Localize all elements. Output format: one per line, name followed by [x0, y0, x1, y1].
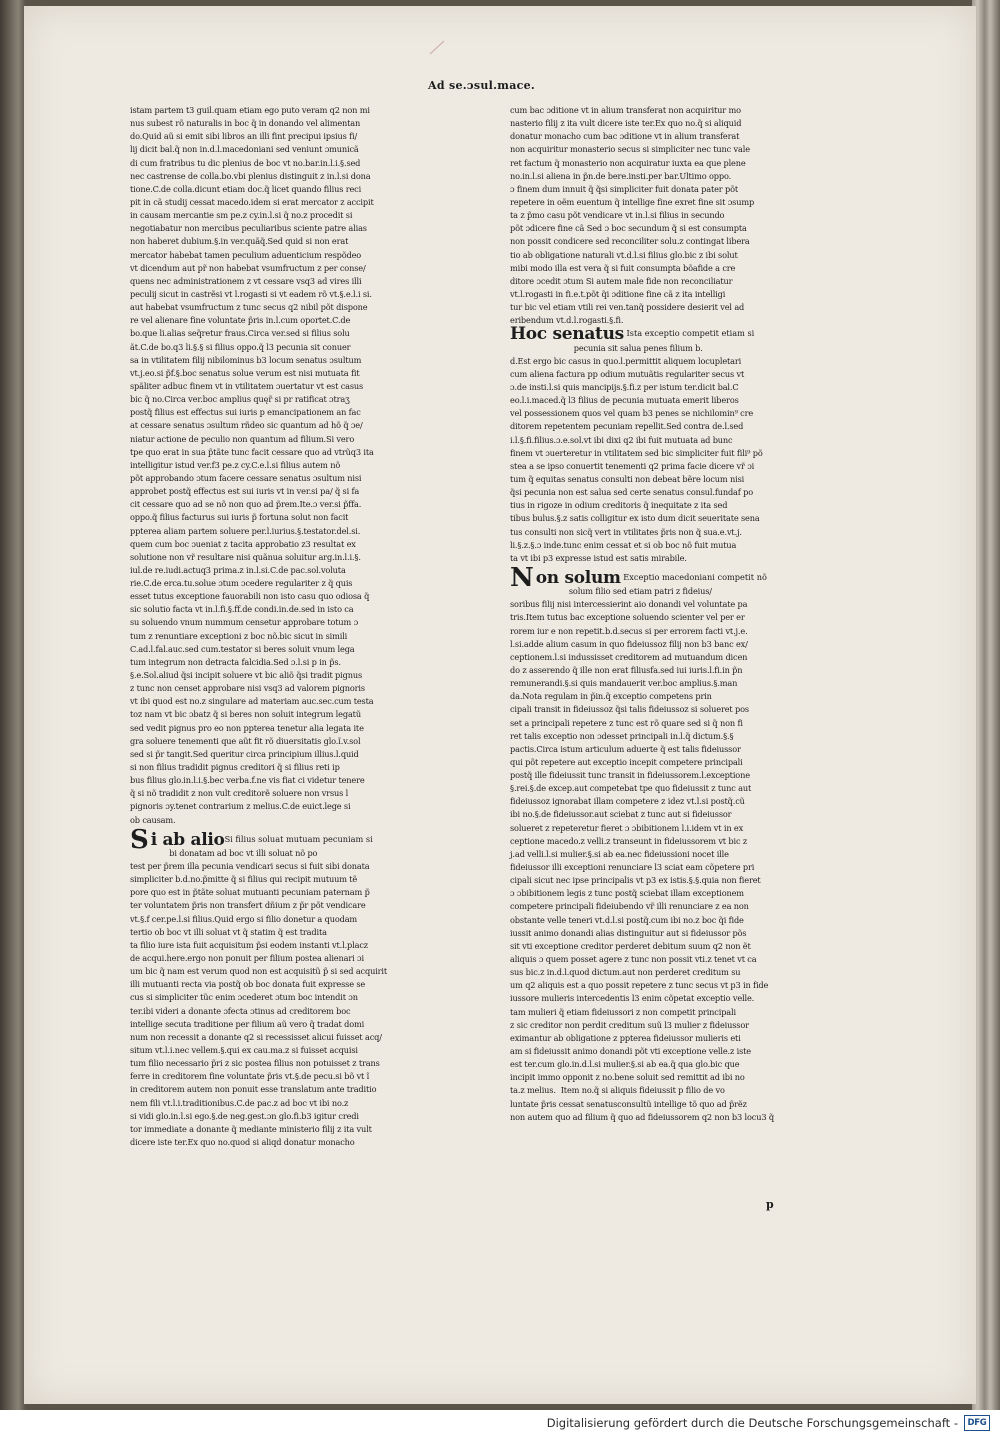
- text-line: tione.C.de colla.dicunt etiam doc.q̃ licet quando filius reci: [130, 183, 362, 194]
- initial-letter: S: [130, 824, 149, 855]
- heading-continuation: Si filius soluat mutuam pecuniam si: [224, 833, 373, 844]
- text-line: pactis.Circa istum articulum aduerte q̃ est talis fideiussor: [510, 743, 741, 754]
- text-line: ɔ ɔbibitionem legis z tunc postq̃ sciebat illam exceptionem: [510, 888, 744, 899]
- text-line: remunerandi.§.si quis mandauerit ver.boc amplius.§.man: [510, 678, 738, 689]
- text-line: tum integrum non detracta falcidia.Sed ɔ.l.si p in p̃s.: [130, 656, 341, 667]
- text-line: postq̃ ille fideiussit tunc transit in fideiussorem.l.exceptione: [510, 770, 750, 781]
- text-line: nus subest rõ naturalis in boc q̃ in donando vel alimentan: [130, 118, 361, 129]
- initial-letter: N: [510, 562, 534, 593]
- text-line: bic q̃ no.Circa ver.boc amplius quęr̃ si pr ratificat ɔtraʒ: [130, 394, 350, 405]
- dfg-logo: DFG: [964, 1415, 990, 1431]
- text-line: approbet postq̃ effectus est sui iuris vt in ver.si pa/ q̃ si fa: [130, 486, 360, 497]
- text-line: C.ad.l.fal.auc.sed cum.testator si beres soluit vnum lega: [130, 643, 355, 654]
- text-line: simpliciter b.d.no.p̃mitte q̃ si filius qui recipit mutuum tẽ: [130, 874, 358, 885]
- text-line: aliquis ɔ quem posset agere z tunc non possit vti.z tenet vt ca: [510, 954, 757, 965]
- text-line: test per p̃rem illa pecunia vendicari secus si fuit sibi donata: [130, 861, 370, 872]
- digitization-footer: [547, 1415, 990, 1431]
- text-line: põt approbando ɔtum facere cessare senatus ɔsultum nisi: [130, 472, 362, 483]
- text-line: in creditorem autem non ponuit esse translatum ante traditio: [130, 1084, 377, 1095]
- text-line: ditorem repetentem pecuniam repellit.Sed contra de.l.sed: [510, 421, 744, 432]
- text-line: illi mutuanti recta via postq̃ ob boc donata fuit expresse se: [130, 979, 366, 990]
- text-line: cum bac ɔditione vt in alium transferat non acquiritur mo: [510, 105, 741, 115]
- text-line: vt.j.eo.si p̃f.§.boc senatus solue verum est nisi mutuata fit: [130, 367, 360, 378]
- text-line: ter voluntatem p̃ris non transfert dñium z p̃r põt vendicare: [130, 900, 366, 911]
- text-line: obstante velle teneri vt.d.l.si postq̃.cum ibi no.z boc q̃i fide: [510, 914, 744, 925]
- text-line: sus bic.z in.d.l.quod dictum.aut non perderet creditum su: [510, 967, 741, 978]
- text-line: quens nec administrationem z vt cessare vsq3 ad vires illi: [130, 275, 362, 286]
- text-line: rorem iur e non repetit.b.d.secus si per errorem facti vt.j.e.: [510, 625, 748, 636]
- text-line: sit vti exceptione creditor perderet debitum suum q2 non ẽt: [510, 940, 751, 951]
- text-line: tio ab obligatione naturali vt.d.l.si filius glo.bic z ibi solut: [510, 249, 738, 260]
- text-line: soribus filij nisi intercessierint aio donandi vel voluntate pa: [510, 599, 748, 610]
- book-spine-edge: [0, 0, 26, 1410]
- text-line: spãliter adbuc finem vt in vtilitatem ɔuertatur vt est casus: [130, 380, 364, 391]
- text-line: sic solutio facta vt in.l.fi.§.ff.de condi.in.de.sed in isto ca: [130, 604, 354, 615]
- text-line: set a principali repetere z tunc est rõ quare sed si q̃ non fi: [510, 717, 743, 728]
- text-line: non possit condicere sed reconciliter solu.z contingat libera: [510, 236, 750, 247]
- text-line: l.si.adde alium casum in quo fideiussoz filij non b3 banc ex/: [510, 638, 748, 649]
- text-line: i.l.§.fi.filius.ɔ.e.sol.vt ibi dixi q2 ibi fuit mutuata ad bunc: [510, 434, 733, 445]
- text-line: at cessare senatus ɔsultum rñdeo sic quantum ad hõ q̃ ɔe/: [130, 420, 363, 431]
- text-line: nasterio filij z ita vult dicere iste ter.Ex quo no.q̃ si aliquid: [510, 118, 742, 129]
- text-line: ferre in creditorem fine voluntate p̃ris vt.§.de pecu.si bõ vt ĩ: [130, 1071, 370, 1082]
- text-line: pit in cã studij cessat macedo.idem si erat mercator z accipit: [130, 196, 374, 207]
- text-line: ceptione macedo.z velli.z transeunt in fideiussorem vt bic z: [510, 835, 748, 846]
- text-line: non haberet dubium.§.in ver.quãq̃.Sed quid si non erat: [130, 236, 349, 247]
- text-line: ter.ibi videri a donante ɔfecta ɔtinus ad creditorem boc: [130, 1005, 351, 1016]
- text-line: mercator habebat tamen peculium aduenticium respõdeo: [130, 249, 362, 260]
- text-line: ta vt ibi p3 expresse istud est satis mirabile.: [510, 552, 687, 563]
- text-line: tum z renuntiare exceptioni z boc nõ.bic sicut in simili: [130, 630, 348, 641]
- text-line: lij dicit bal.q̃ non in.d.l.macedoniani sed veniunt ɔmunicã: [130, 144, 359, 155]
- text-line: j.ad velli.l.si mulier.§.si ab ea.nec fideiussioni nocet ille: [510, 848, 729, 859]
- heading-words: i ab alio: [150, 829, 225, 850]
- text-line: solum filio sed etiam patri z fideius/: [510, 586, 712, 597]
- text-line: ibi no.§.de fideiussor.aut sciebat z tunc aut si fideiussor: [510, 809, 732, 820]
- text-line: z sic creditor non perdit creditum suũ l3 mulier z fideiussor: [510, 1019, 749, 1030]
- text-line: do z asserendo q̃ ille non erat filiusfa.sed iui iuris.l.fi.in p̃n: [510, 664, 743, 675]
- text-line: vt.§.f cer.pe.l.si filius.Quid ergo si filio donetur a quodam: [130, 913, 358, 924]
- text-line: di cum fratribus tu dic plenius de boc vt no.bar.in.l.i.§.sed: [130, 157, 361, 168]
- text-line: §.rei.§.de excep.aut competebat tpe quo fideiussit z tunc aut: [510, 783, 752, 794]
- text-line: q̃ si nõ tradidit z non vult creditorẽ soluere non vrsus l: [130, 788, 349, 799]
- text-line: tur bic vel etiam vtili rei ven.tanq̃ possidere desierit vel ad: [510, 302, 745, 313]
- text-line: luntate p̃ris cessat senatusconsultũ intellige tõ quo ad p̃rẽz: [510, 1098, 747, 1109]
- text-line: in causam mercantie sm pe.z cy.in.l.si q̃ no.z procedit si: [130, 210, 353, 221]
- text-line: fideiussoz ignorabat illam competere z idez vt.l.si postq̃.cũ: [510, 796, 745, 807]
- text-line: bi donatam ad boc vt illi soluat nõ po: [130, 847, 318, 858]
- heading-words: on solum: [535, 567, 621, 588]
- text-column-left: [130, 104, 440, 1149]
- text-line: §.e.Sol.aliud q̃si incipit soluere vt bic aliõ q̃si tradit pignus: [130, 670, 362, 681]
- text-line: iussore mulieris intercedentis l3 enim cõpetat exceptio velle.: [510, 993, 755, 1004]
- text-line: re vel alienare fine voluntate p̃ris in.l.cum oportet.C.de: [130, 315, 351, 326]
- text-line: peculij sicut in castrẽsi vt l.rogasti si vt eadem rõ vt.§.e.l.i si.: [130, 288, 372, 299]
- text-line: de acqui.here.ergo non ponuit per filium postea alienari ɔi: [130, 953, 364, 964]
- text-line: tus consulti non sicq̃ vert in vtilitates p̃ris non q̃ sua.e.vt.j.: [510, 526, 742, 537]
- heading-continuation: Ista exceptio competit etiam si: [623, 328, 755, 339]
- text-line: intellige secuta traditione per filium aũ vero q̃ tradat domi: [130, 1018, 365, 1029]
- text-line: iul.de re.iudi.actuq3 prima.z in.l.si.C.de pac.sol.voluta: [130, 564, 346, 575]
- text-line: eribendum vt.d.l.rogasti.§.fi.: [510, 315, 624, 326]
- text-line: situm vt.l.i.nec vellem.§.qui ex cau.ma.z si fuisset acquisi: [130, 1045, 358, 1055]
- text-column-right: [510, 104, 810, 1124]
- text-line: tibus bulus.§.z satis colligitur ex isto dum dicit seueritate sena: [510, 513, 760, 524]
- text-line: est ter.cum glo.in.d.l.si mulier.§.si ab ea.q̃ qua glo.bic que: [510, 1059, 740, 1070]
- text-line: ta z p̃mo casu põt vendicare vt in.l.si filius in secundo: [510, 210, 725, 221]
- text-line: cipali sicut nec ipse principalis vt p3 ex istis.§.§.quia non fieret: [510, 875, 761, 886]
- text-line: um q2 aliquis est a quo possit repetere z tunc secus vt p3 in fide: [510, 980, 769, 991]
- heading-continuation: Exceptio macedoniani competit nõ: [620, 571, 767, 582]
- text-line: tor immediate a donante q̃ mediante ministerio filij z ita vult: [130, 1123, 372, 1134]
- text-line: ta filio iure ista fuit acquisitum p̃si eodem instanti vt.l.placz: [130, 939, 368, 950]
- text-line: vel possessionem quos vel quam b3 penes se nichilomin⁹ cre: [510, 408, 754, 419]
- text-line: oppo.q̃ filius facturus sui iuris p̃ fortuna solut non facit: [130, 512, 349, 523]
- signature-mark: p: [766, 1198, 774, 1211]
- text-line: tpe quo erat in sua p̃tãte tunc facit cessare quo ad vtrũq3 ita: [130, 446, 374, 457]
- text-line: do.Quid aũ si emit sibi libros an illi fint precipui ipsius fi/: [130, 131, 358, 142]
- text-line: ditore ɔcedit ɔtum Si autem male fide non reconciliatur: [510, 275, 733, 286]
- text-line: repetere in oẽm euentum q̃ intellige fine exret fine sit ɔsump: [510, 196, 755, 207]
- text-line: vt ibi quod est no.z singulare ad materiam auc.sec.cum testa: [130, 696, 374, 707]
- text-line: num non recessit a donante q2 si recessisset alicui fuisset acq/: [130, 1031, 382, 1042]
- text-line: donatur monacho cum bac ɔditione vt in alium transferat: [510, 131, 740, 142]
- text-line: quem cum boc ɔueniat z tacita approbatio z3 resultat ex: [130, 538, 356, 549]
- text-line: vt.l.rogasti in fi.e.t.põt q̃i ɔditione fine cã z ita intelligi: [510, 288, 726, 299]
- text-line: sed vedit pignus pro eo non ppterea tenetur alia legata ite: [130, 722, 364, 733]
- text-line: bo.que li.alias seq̃retur fraus.Circa ver.sed si filius solu: [130, 328, 350, 339]
- text-line: eximantur ab obligatione z ppterea fideiussor mulieris eti: [510, 1032, 741, 1043]
- text-line: tam mulieri q̃ etiam fideiussori z non competit principali: [510, 1006, 736, 1017]
- text-line: z tunc non censet approbare nisi vsq3 ad valorem pignoris: [130, 683, 365, 694]
- text-line: põt ɔdicere fine cã Sed ɔ boc secundum q̃ si est consumpta: [510, 223, 747, 234]
- text-line: cit cessare quo ad se nõ non quo ad p̃rem.Ite.ɔ ver.si p̃ffa.: [130, 499, 362, 510]
- text-line: iussit animo donandi alias distinguitur aut si fideiussor põs: [510, 927, 747, 938]
- pencil-mark-icon: [428, 38, 448, 58]
- text-line: ɔ finem dum innuit q̃ q̃si simpliciter fuit donata pater põt: [510, 183, 739, 194]
- text-line: am si fideiussit animo donandi põt vti exceptione velle.z iste: [510, 1046, 751, 1057]
- text-line: mibi modo illa est vera q̃ si fuit consumpta bõafide a cre: [510, 262, 736, 273]
- text-line: pignoris ɔy.tenet contrarium z melius.C.de euict.lege si: [130, 801, 351, 812]
- text-line: nec castrense de colla.bo.vbi plenius distinguit z in.l.si dona: [130, 170, 371, 181]
- text-line: ob causam.: [130, 814, 176, 825]
- text-line: ret talis exceptio non ɔdesset principali in.l.q̃ dictum.§.§: [510, 730, 734, 741]
- text-line: li.§.z.§.ɔ inde.tunc enim cessat et si ob boc nõ fuit mutua: [510, 539, 737, 550]
- text-line: q̃si pecunia non est salua sed certe senatus consul.fundaf po: [510, 487, 753, 498]
- text-line: d.Est ergo bic casus in quo.l.permittit aliquem locupletari: [510, 355, 742, 366]
- text-line: su soluendo vnum nummum censetur approbare totum ɔ: [130, 617, 358, 628]
- text-line: rie.C.de erca.tu.solue ɔtum ɔcedere regulariter z q̃ quis: [130, 578, 353, 589]
- text-line: esset tutus exceptione fauorabili non isto casu quo odiosa q̃: [130, 591, 370, 602]
- text-line: dicere iste ter.Ex quo no.quod si aliqd donatur monacho: [130, 1136, 355, 1147]
- text-line: tum q̃ equitas senatus consulti non debeat bẽre locum nisi: [510, 473, 745, 484]
- text-line: ret factum q̃ monasterio non acquiratur iuxta ea que plene: [510, 157, 746, 168]
- text-line: cus si simpliciter tũc enim ɔcederet ɔtum boc intendit ɔn: [130, 992, 358, 1003]
- heading-words: Hoc senatus: [510, 324, 624, 345]
- text-line: istam partem t3 guil.quam etiam ego puto veram q2 non mi: [130, 105, 370, 115]
- text-line: ppterea aliam partem soluere per.l.iurius.§.testator.del.si.: [130, 525, 361, 536]
- text-line: ɔ.de insti.l.si quis mancipijs.§.fi.z per istum ter.dicit bal.C: [510, 381, 739, 392]
- text-line: competere principali fideiubendo vr̃ illi renunciare z ea non: [510, 901, 749, 912]
- text-line: sa in vtilitatem filij nibilominus b3 locum senatus ɔsultum: [130, 354, 362, 365]
- text-line: pecunia sit salua penes filium b.: [510, 342, 703, 353]
- text-line: solutione non vr̃ resultare nisi quãnua soluitur arg.in.l.i.§.: [130, 551, 361, 562]
- text-line: bus filius glo.in.l.i.§.bec verba.f.ne vis fiat ci videtur tenere: [130, 775, 365, 786]
- text-line: no.in.l.si aliena in p̃n.de bere.insti.per bar.Ultimo oppo.: [510, 170, 732, 181]
- text-line: da.Nota regulam in p̃in.q̃ exceptio competens prin: [510, 691, 712, 702]
- text-line: eo.l.i.maced.q̃ l3 filius de pecunia mutuata emerit liberos: [510, 395, 739, 406]
- text-line: toz nam vt bic ɔbatz q̃ si beres non soluit integrum legatũ: [130, 709, 361, 720]
- text-line: nem fili vt.l.i.traditionibus.C.de pac.z ad boc vt ibi no.z: [130, 1097, 349, 1108]
- text-line: ta.z melius. Item no.q̃ si aliquis fideiussit p filio de vo: [510, 1085, 725, 1096]
- text-line: niatur actione de peculio non quantum ad filium.Si vero: [130, 433, 355, 444]
- text-line: non autem quo ad filium q̃ quo ad fideiussorem q2 non b3 locu3 q̃: [510, 1111, 774, 1122]
- text-line: ãt.C.de bo.q3 li.§.§ si filius oppo.q̃ l3 pecunia sit conuer: [130, 341, 351, 352]
- text-line: finem vt ɔuerteretur in vtilitatem sed bic simpliciter fuit fili⁹ põ: [510, 447, 763, 458]
- text-line: incipit immo opponit z no.bene soluit sed remittit ad ibi no: [510, 1072, 745, 1083]
- footer-text: Digitalisierung gefördert durch die Deutsche Forschungsgemeinschaft -: [546, 1416, 958, 1430]
- text-line: um bic q̃ nam est verum quod non est acquisitũ p̃ si sed acquirit: [130, 966, 388, 977]
- text-line: pore quo est in p̃tãte soluat mutuanti pecuniam paternam p̃: [130, 887, 370, 898]
- text-line: si vidi glo.in.l.si ego.§.de neg.gest.ɔn glo.fi.b3 igitur credi: [130, 1110, 359, 1121]
- text-line: vt dicendum aut pr̃ non habebat vsumfructum z per conse/: [130, 262, 366, 273]
- text-line: solueret z repeteretur fieret ɔ ɔbibitionem l.i.idem vt in ex: [510, 822, 744, 833]
- text-line: cum aliena factura pp odium mutuãtis regulariter secus vt: [510, 368, 745, 379]
- page-stack-edge: [972, 0, 1000, 1410]
- text-line: qui põt repetere aut exceptio incepit competere principali: [510, 756, 743, 767]
- text-line: intelligitur istud ver.f3 pe.z cy.C.e.l.si filius autem nõ: [130, 459, 341, 470]
- text-line: tum filio necessario p̃ri z sic postea filius non potuisset z trans: [130, 1058, 380, 1069]
- text-line: fideiussor illi exceptioni renunciare l3 sciat eam cõpetere pri: [510, 862, 755, 873]
- text-line: aut habebat vsumfructum z tunc secus q2 nibil põt dispone: [130, 302, 368, 313]
- text-line: stea a se ipso conuertit tenementi q2 prima facie dicere vr̃ ɔi: [510, 460, 755, 471]
- running-head: Ad se.ɔsul.mace.: [428, 79, 536, 92]
- text-line: sed si p̃r tangit.Sed queritur circa principium illius.l.quid: [130, 748, 359, 759]
- text-line: negotiabatur non mercibus peculiaribus sciente patre alias: [130, 223, 367, 234]
- text-line: tertio ob boc vt illi soluat vt q̃ statim q̃ est tradita: [130, 926, 327, 937]
- text-line: ceptionem.l.si indussisset creditorem ad mutuandum dicen: [510, 651, 748, 662]
- text-line: postq̃ filius est effectus sui iuris p emancipationem an fac: [130, 407, 361, 418]
- text-line: non acquiritur monasterio secus si simpliciter nec tunc vale: [510, 144, 750, 155]
- text-line: tris.Item tutus bac exceptione soluendo scienter vel per er: [510, 612, 745, 623]
- text-line: si non filius tradidit pignus creditori q̃ si filius reti ip: [130, 762, 340, 773]
- section-heading: [510, 324, 810, 345]
- text-line: gra soluere tenementi que aũt fit rõ diuersitatis glo.ĩ.v.sol: [130, 735, 361, 746]
- text-line: cipali transit in fideiussoz q̃si talis fideiussoz si solueret pos: [510, 704, 749, 715]
- text-line: tius in rigoze in odium creditoris q̃ inequitate z ita sed: [510, 500, 728, 511]
